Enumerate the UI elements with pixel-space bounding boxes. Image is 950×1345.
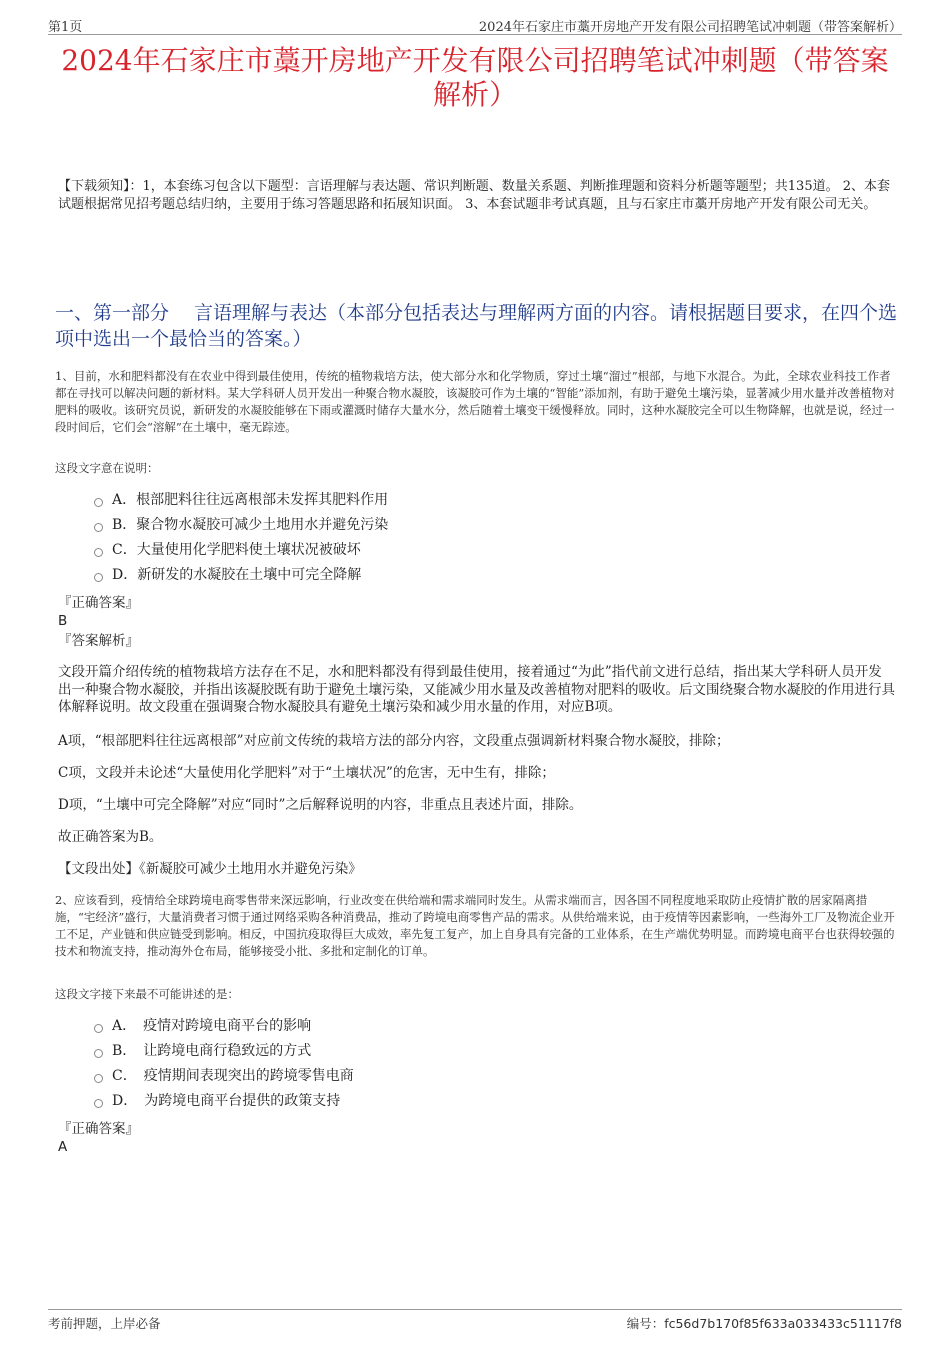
question-1-conclusion: 故正确答案为B。 bbox=[58, 829, 163, 845]
page-footer bbox=[48, 1309, 902, 1331]
footer-code-value: fc56d7b170f85f633a033433c51117f8 bbox=[664, 1316, 902, 1331]
question-1-source: 【文段出处】《新凝胶可减少土地用水并避免污染》 bbox=[58, 861, 362, 877]
page-header bbox=[48, 14, 902, 35]
radio-circle-icon[interactable] bbox=[94, 548, 103, 557]
radio-circle-icon[interactable] bbox=[94, 498, 103, 507]
question-2-prompt: 这段文字接下来最不可能讲述的是： bbox=[55, 987, 239, 1001]
question-1-analysis-d: D项，“土壤中可完全降解”对应“同时”之后解释说明的内容，非重点且表述片面，排除。 bbox=[58, 797, 583, 813]
document-title: 2024年石家庄市藁开房地产开发有限公司招聘笔试冲刺题（带答案解析） bbox=[61, 44, 889, 111]
radio-circle-icon[interactable] bbox=[94, 573, 103, 582]
radio-circle-icon[interactable] bbox=[94, 1074, 103, 1083]
question-1-text: 1、目前，水和肥料都没有在农业中得到最佳使用，传统的植物栽培方法，使大部分水和化学物质，穿过土壤“溜过”根部，与地下水混合。为此，全球农业科技工作者都在寻找可以解决问题的新材料。某大学科研人员开发出一种聚合物水凝胶，该凝胶可作为土壤的“智能”添加剂，有助于避免土壤污染，显著减少用水量并改善植物对肥料的吸收。该研究员说，新研发的水凝胶能够在下雨或灌溉时储存大量水分，然后随着土壤变干缓慢释放。同时，这种水凝胶完全可以生物降解，也就是说，经过一段时间后，它们会“溶解”在土壤中，毫无踪迹。 bbox=[55, 369, 895, 434]
option-label: C． 疫情期间表现突出的跨境零售电商 bbox=[112, 1068, 354, 1084]
question-1-analysis: 文段开篇介绍传统的植物栽培方法存在不足，水和肥料都没有得到最佳使用，接着通过“为此”指代前文进行总结，指出某大学科研人员开发出一种聚合物水凝胶，并指出该凝胶既有助于避免土壤污染，又能减少用水量及改善植物对肥料的吸收。后文围绕聚合物水凝胶的作用进行具体解释说明。故文段重在强调聚合物水凝胶具有避免土壤污染和减少用水量的作用，对应B项。 bbox=[58, 664, 895, 715]
radio-circle-icon[interactable] bbox=[94, 1024, 103, 1033]
option-label: B． 让跨境电商行稳致远的方式 bbox=[112, 1043, 312, 1059]
radio-circle-icon[interactable] bbox=[94, 1099, 103, 1108]
question-2-option-a[interactable] bbox=[94, 1014, 354, 1039]
option-label: A．根部肥料往往远离根部未发挥其肥料作用 bbox=[112, 492, 389, 508]
option-label: D．新研发的水凝胶在土壤中可完全降解 bbox=[112, 567, 362, 583]
option-label: B．聚合物水凝胶可减少土地用水并避免污染 bbox=[112, 517, 389, 533]
question-1-option-d[interactable] bbox=[94, 563, 388, 588]
question-2-option-b[interactable] bbox=[94, 1039, 354, 1064]
question-1-answer-label: 『正确答案』 bbox=[58, 595, 139, 611]
question-1-analysis-c: C项，文段并未论述“大量使用化学肥料”对于“土壤状况”的危害，无中生有，排除； bbox=[58, 765, 555, 781]
footer-code-label: 编号： bbox=[626, 1316, 665, 1331]
option-label: A． 疫情对跨境电商平台的影响 bbox=[112, 1018, 312, 1034]
option-label: C．大量使用化学肥料使土壤状况被破坏 bbox=[112, 542, 361, 558]
question-1-analysis-a: A项，“根部肥料往往远离根部”对应前文传统的栽培方法的部分内容，文段重点强调新材料聚合物水凝胶，排除； bbox=[58, 733, 730, 749]
question-1-options bbox=[94, 488, 388, 588]
radio-circle-icon[interactable] bbox=[94, 1049, 103, 1058]
question-2-answer-label: 『正确答案』 bbox=[58, 1121, 139, 1137]
section-heading: 一、第一部分 言语理解与表达（本部分包括表达与理解两方面的内容。请根据题目要求，在四个选项中选出一个最恰当的答案。） bbox=[55, 302, 898, 350]
header-doc-title: 2024年石家庄市藁开房地产开发有限公司招聘笔试冲刺题（带答案解析） bbox=[478, 20, 902, 35]
question-2-options bbox=[94, 1014, 354, 1114]
footer-code bbox=[627, 1314, 902, 1332]
question-1-answer: B bbox=[58, 613, 68, 629]
radio-circle-icon[interactable] bbox=[94, 523, 103, 532]
question-2-text: 2、应该看到，疫情给全球跨境电商零售带来深远影响，行业改变在供给端和需求端同时发生。从需求端而言，因各国不同程度地采取防止疫情扩散的居家隔离措施，“宅经济”盛行，大量消费者习惯于通过网络采购各种消费品，推动了跨境电商零售产品的需求。从供给端来说，由于疫情等因素影响，一些海外工厂及物流企业开工不足，产业链和供应链受到影响。相反，中国抗疫取得巨大成效，率先复工复产，加上自身具有完备的工业体系，在生产端优势明显。而跨境电商平台也获得较强的技术和物流支持，推动海外仓布局，能够接受小批、多批和定制化的订单。 bbox=[55, 893, 895, 958]
page-number: 第1页 bbox=[48, 20, 83, 35]
question-1-option-a[interactable] bbox=[94, 488, 388, 513]
footer-slogan: 考前押题，上岸必备 bbox=[48, 1316, 161, 1331]
question-1-option-b[interactable] bbox=[94, 513, 388, 538]
download-notice: 【下载须知】：1，本套练习包含以下题型：言语理解与表达题、常识判断题、数量关系题、判断推理题和资料分析题等题型；共135道。 2、本套试题根据常见招考题总结归纳，主要用于练习答题思路和拓展知识面。 3、本套试题非考试真题，且与石家庄市藁开房地产开发有限公司无关。 bbox=[58, 179, 890, 212]
question-2-option-c[interactable] bbox=[94, 1064, 354, 1089]
question-1-prompt: 这段文字意在说明： bbox=[55, 461, 159, 475]
question-2-answer: A bbox=[58, 1139, 68, 1155]
option-label: D． 为跨境电商平台提供的政策支持 bbox=[112, 1093, 341, 1109]
question-2-option-d[interactable] bbox=[94, 1089, 354, 1114]
question-1-analysis-label: 『答案解析』 bbox=[58, 633, 139, 649]
question-1-option-c[interactable] bbox=[94, 538, 388, 563]
